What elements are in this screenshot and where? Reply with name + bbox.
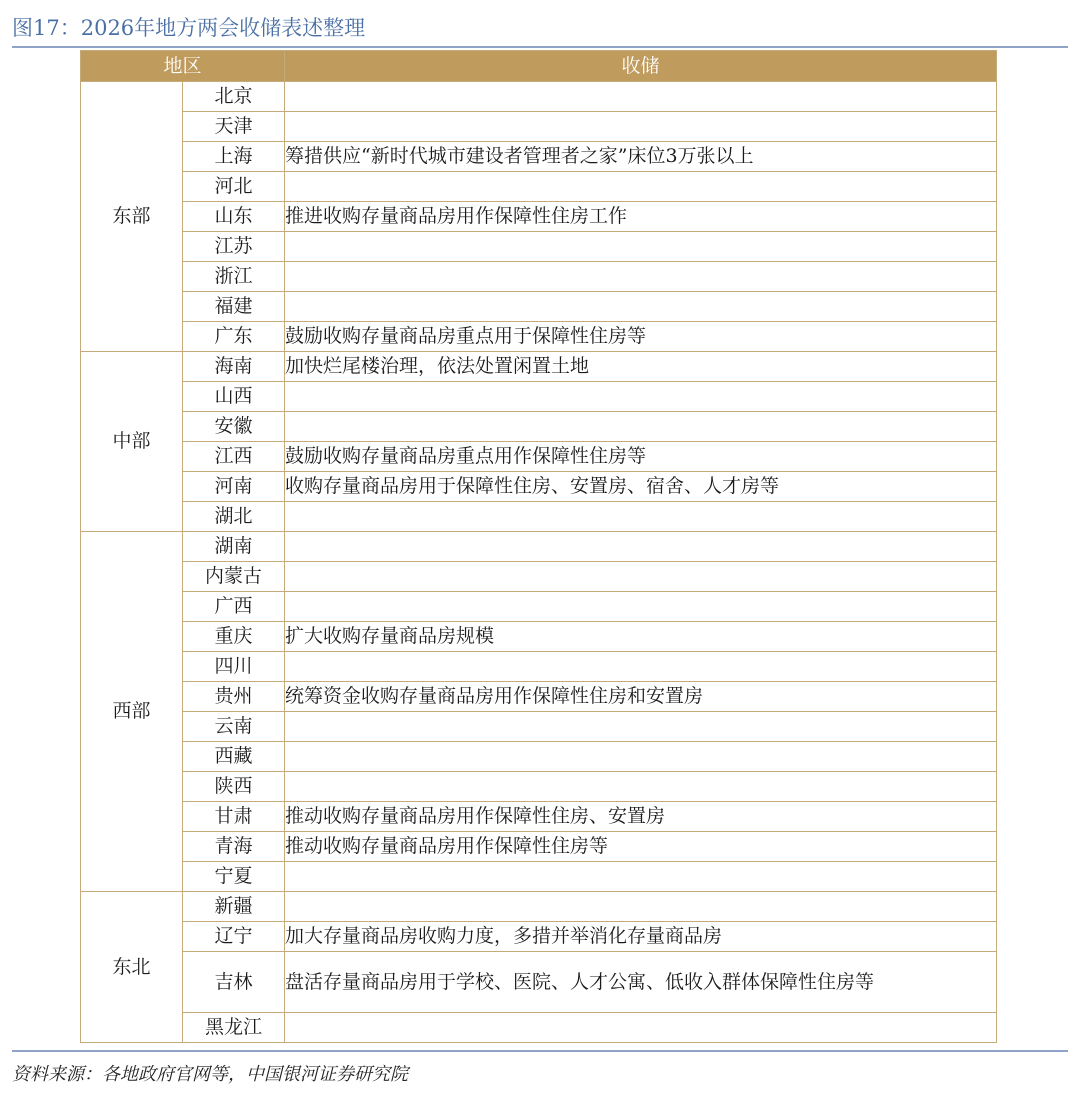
province-cell: 上海	[183, 142, 285, 172]
table-row	[81, 442, 997, 472]
province-cell: 陕西	[183, 772, 285, 802]
province-cell: 广东	[183, 322, 285, 352]
content-cell	[285, 1013, 997, 1043]
table-row	[81, 772, 997, 802]
province-cell: 辽宁	[183, 922, 285, 952]
content-cell: 加快烂尾楼治理，依法处置闲置土地	[285, 352, 997, 382]
content-cell: 盘活存量商品房用于学校、医院、人才公寓、低收入群体保障性住房等	[285, 952, 997, 1013]
table-row	[81, 262, 997, 292]
content-cell	[285, 532, 997, 562]
table-row	[81, 412, 997, 442]
content-cell: 加大存量商品房收购力度，多措并举消化存量商品房	[285, 922, 997, 952]
content-cell	[285, 712, 997, 742]
table-row	[81, 712, 997, 742]
content-cell	[285, 172, 997, 202]
content-cell: 推动收购存量商品房用作保障性住房等	[285, 832, 997, 862]
table-row	[81, 1013, 997, 1043]
table-row	[81, 172, 997, 202]
content-cell: 推进收购存量商品房用作保障性住房工作	[285, 202, 997, 232]
source-note: 资料来源：各地政府官网等，中国银河证券研究院	[12, 1064, 408, 1085]
content-cell: 鼓励收购存量商品房重点用作保障性住房等	[285, 442, 997, 472]
province-cell: 宁夏	[183, 862, 285, 892]
table-row	[81, 502, 997, 532]
province-cell: 内蒙古	[183, 562, 285, 592]
province-cell: 河南	[183, 472, 285, 502]
content-cell	[285, 232, 997, 262]
province-cell: 西藏	[183, 742, 285, 772]
header-region: 地区	[81, 51, 285, 82]
table-row	[81, 142, 997, 172]
content-cell	[285, 772, 997, 802]
province-cell: 山东	[183, 202, 285, 232]
province-cell: 重庆	[183, 622, 285, 652]
storage-statements-table	[80, 50, 997, 1043]
content-cell	[285, 562, 997, 592]
table-row	[81, 802, 997, 832]
table-row	[81, 352, 997, 382]
table-row	[81, 322, 997, 352]
header-content: 收储	[285, 51, 997, 82]
table-row	[81, 232, 997, 262]
content-cell	[285, 112, 997, 142]
table-row	[81, 892, 997, 922]
table-row	[81, 952, 997, 1013]
table-row	[81, 652, 997, 682]
table-row	[81, 562, 997, 592]
table-row	[81, 682, 997, 712]
province-cell: 安徽	[183, 412, 285, 442]
table-row	[81, 202, 997, 232]
content-cell	[285, 292, 997, 322]
table-row	[81, 862, 997, 892]
table-header-row	[81, 51, 997, 82]
figure-title: 图17：2026年地方两会收储表述整理	[12, 16, 366, 40]
content-cell	[285, 892, 997, 922]
region-cell: 东北	[81, 892, 183, 1043]
province-cell: 黑龙江	[183, 1013, 285, 1043]
province-cell: 吉林	[183, 952, 285, 1013]
province-cell: 青海	[183, 832, 285, 862]
top-rule	[12, 46, 1068, 48]
table-row	[81, 82, 997, 112]
province-cell: 湖北	[183, 502, 285, 532]
province-cell: 湖南	[183, 532, 285, 562]
content-cell: 鼓励收购存量商品房重点用于保障性住房等	[285, 322, 997, 352]
province-cell: 天津	[183, 112, 285, 142]
table-row	[81, 832, 997, 862]
province-cell: 河北	[183, 172, 285, 202]
content-cell	[285, 412, 997, 442]
content-cell	[285, 652, 997, 682]
province-cell: 北京	[183, 82, 285, 112]
content-cell: 收购存量商品房用于保障性住房、安置房、宿舍、人才房等	[285, 472, 997, 502]
region-cell: 东部	[81, 82, 183, 352]
province-cell: 江苏	[183, 232, 285, 262]
region-cell: 中部	[81, 352, 183, 532]
region-cell: 西部	[81, 532, 183, 892]
content-cell	[285, 862, 997, 892]
table-row	[81, 922, 997, 952]
bottom-rule	[12, 1050, 1068, 1052]
province-cell: 贵州	[183, 682, 285, 712]
province-cell: 江西	[183, 442, 285, 472]
content-cell	[285, 502, 997, 532]
province-cell: 广西	[183, 592, 285, 622]
content-cell: 筹措供应“新时代城市建设者管理者之家”床位3万张以上	[285, 142, 997, 172]
content-cell	[285, 82, 997, 112]
content-cell: 统筹资金收购存量商品房用作保障性住房和安置房	[285, 682, 997, 712]
province-cell: 四川	[183, 652, 285, 682]
content-cell	[285, 742, 997, 772]
content-cell: 扩大收购存量商品房规模	[285, 622, 997, 652]
table-row	[81, 292, 997, 322]
content-cell	[285, 382, 997, 412]
content-cell	[285, 592, 997, 622]
table-row	[81, 382, 997, 412]
table-row	[81, 592, 997, 622]
province-cell: 海南	[183, 352, 285, 382]
province-cell: 新疆	[183, 892, 285, 922]
content-cell: 推动收购存量商品房用作保障性住房、安置房	[285, 802, 997, 832]
content-cell	[285, 262, 997, 292]
province-cell: 山西	[183, 382, 285, 412]
province-cell: 浙江	[183, 262, 285, 292]
table-row	[81, 112, 997, 142]
table-row	[81, 622, 997, 652]
table-row	[81, 742, 997, 772]
table-row	[81, 472, 997, 502]
table-row	[81, 532, 997, 562]
province-cell: 云南	[183, 712, 285, 742]
province-cell: 甘肃	[183, 802, 285, 832]
province-cell: 福建	[183, 292, 285, 322]
